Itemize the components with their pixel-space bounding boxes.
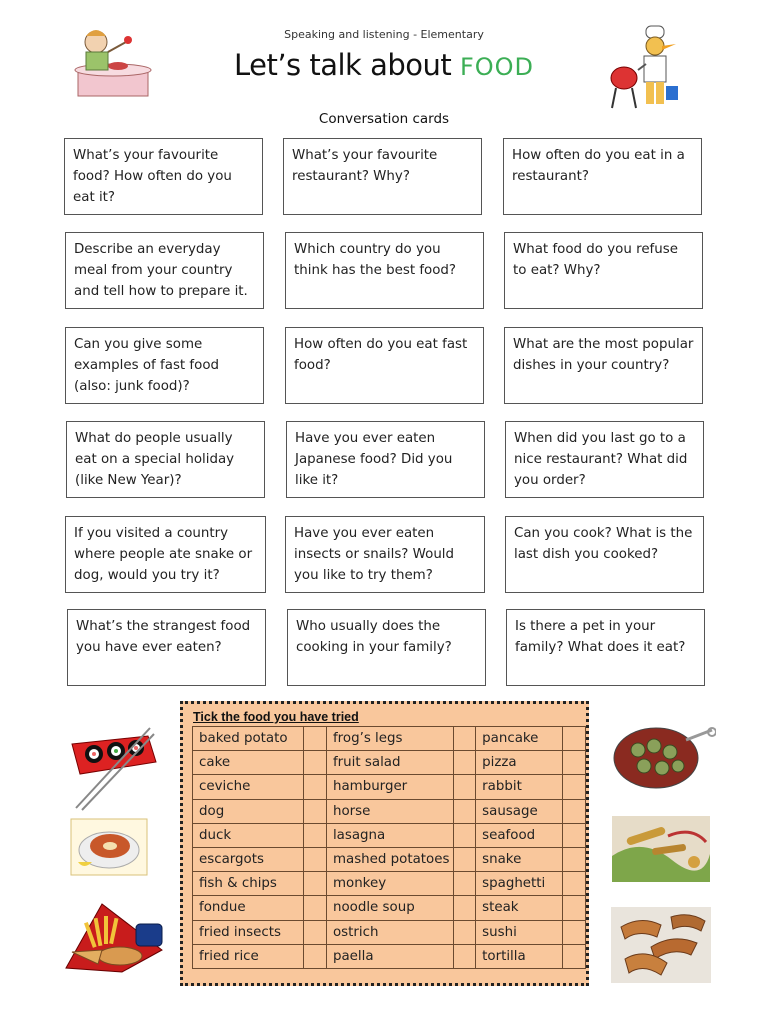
table-row <box>193 751 586 775</box>
fast-food-illustration <box>62 894 170 976</box>
tick-box[interactable] <box>453 775 476 799</box>
conversation-card: What’s your favourite restaurant? Why? <box>283 138 482 215</box>
tick-box[interactable] <box>304 823 327 847</box>
food-item: pizza <box>476 751 563 775</box>
conversation-card: If you visited a country where people ate snake or dog, would you try it? <box>65 516 266 593</box>
food-item: mashed potatoes <box>326 847 453 871</box>
food-item: sushi <box>476 920 563 944</box>
tick-box[interactable] <box>304 872 327 896</box>
food-item: steak <box>476 896 563 920</box>
food-item: spaghetti <box>476 872 563 896</box>
food-item: fondue <box>193 896 304 920</box>
food-item: ostrich <box>326 920 453 944</box>
food-item: paella <box>326 944 453 968</box>
conversation-card: Is there a pet in your family? What does it eat? <box>506 609 705 686</box>
conversation-card: When did you last go to a nice restaurant? What did you order? <box>505 421 704 498</box>
food-item: hamburger <box>326 775 453 799</box>
tick-box[interactable] <box>304 751 327 775</box>
tick-box[interactable] <box>453 944 476 968</box>
food-item: ceviche <box>193 775 304 799</box>
subtitle: Speaking and listening - Elementary <box>284 28 484 41</box>
conversation-card: What’s your favourite food? How often do you eat it? <box>64 138 263 215</box>
food-item: sausage <box>476 799 563 823</box>
conversation-card: What food do you refuse to eat? Why? <box>504 232 703 309</box>
conversation-card: Can you give some examples of fast food (also: junk food)? <box>65 327 264 404</box>
person-eating-illustration <box>68 22 154 102</box>
sushi-illustration <box>68 722 160 812</box>
food-item: noodle soup <box>326 896 453 920</box>
table-row <box>193 920 586 944</box>
conversation-card: What do people usually eat on a special holiday (like New Year)? <box>66 421 265 498</box>
food-item: fried rice <box>193 944 304 968</box>
tick-panel-title: Tick the food you have tried <box>193 710 359 724</box>
conversation-card: Describe an everyday meal from your country and tell how to prepare it. <box>65 232 264 309</box>
fried-insects-photo <box>612 816 710 882</box>
food-item: duck <box>193 823 304 847</box>
conversation-card: How often do you eat in a restaurant? <box>503 138 702 215</box>
food-item: pancake <box>476 727 563 751</box>
table-row <box>193 799 586 823</box>
food-item: escargots <box>193 847 304 871</box>
tick-box[interactable] <box>304 799 327 823</box>
tick-box[interactable] <box>453 847 476 871</box>
conversation-card: Who usually does the cooking in your family? <box>287 609 486 686</box>
conversation-card: Have you ever eaten Japanese food? Did you like it? <box>286 421 485 498</box>
tick-box[interactable] <box>563 896 586 920</box>
tick-box[interactable] <box>563 847 586 871</box>
tick-box[interactable] <box>304 896 327 920</box>
food-item: lasagna <box>326 823 453 847</box>
table-row <box>193 727 586 751</box>
tick-box[interactable] <box>304 847 327 871</box>
table-row <box>193 775 586 799</box>
food-item: seafood <box>476 823 563 847</box>
tick-box[interactable] <box>563 799 586 823</box>
food-item: fish & chips <box>193 872 304 896</box>
frogs-legs-photo <box>611 907 711 983</box>
tick-box[interactable] <box>453 727 476 751</box>
tick-box[interactable] <box>563 944 586 968</box>
conversation-card: What are the most popular dishes in your country? <box>504 327 703 404</box>
tick-box[interactable] <box>304 944 327 968</box>
tick-box[interactable] <box>453 872 476 896</box>
food-item: dog <box>193 799 304 823</box>
tick-box[interactable] <box>453 823 476 847</box>
food-item: rabbit <box>476 775 563 799</box>
table-row <box>193 896 586 920</box>
tick-box[interactable] <box>453 896 476 920</box>
table-row <box>193 823 586 847</box>
food-item: snake <box>476 847 563 871</box>
table-row <box>193 872 586 896</box>
tick-box[interactable] <box>563 727 586 751</box>
food-checklist-table <box>192 726 586 969</box>
tick-box[interactable] <box>563 775 586 799</box>
tick-box[interactable] <box>563 751 586 775</box>
conversation-card: Which country do you think has the best food? <box>285 232 484 309</box>
tick-box[interactable] <box>304 727 327 751</box>
food-item: tortilla <box>476 944 563 968</box>
title-main: Let’s talk about <box>233 48 452 82</box>
section-label: Conversation cards <box>318 111 450 127</box>
title-accent: FOOD <box>459 53 535 81</box>
food-item: horse <box>326 799 453 823</box>
tick-box[interactable] <box>563 872 586 896</box>
food-item: monkey <box>326 872 453 896</box>
tick-box[interactable] <box>453 751 476 775</box>
food-item: baked potato <box>193 727 304 751</box>
table-row <box>193 847 586 871</box>
food-item: fried insects <box>193 920 304 944</box>
tick-food-panel <box>180 701 589 986</box>
tick-box[interactable] <box>563 920 586 944</box>
table-row <box>193 944 586 968</box>
chef-barbecue-illustration <box>608 24 694 112</box>
escargot-illustration <box>608 724 716 792</box>
conversation-card: Have you ever eaten insects or snails? Would you like to try them? <box>285 516 485 593</box>
donut-dish-illustration <box>70 818 148 876</box>
tick-box[interactable] <box>453 920 476 944</box>
tick-box[interactable] <box>453 799 476 823</box>
tick-box[interactable] <box>563 823 586 847</box>
food-item: frog’s legs <box>326 727 453 751</box>
tick-box[interactable] <box>304 920 327 944</box>
conversation-card: Can you cook? What is the last dish you cooked? <box>505 516 704 593</box>
food-item: fruit salad <box>326 751 453 775</box>
conversation-card: What’s the strangest food you have ever eaten? <box>67 609 266 686</box>
food-item: cake <box>193 751 304 775</box>
conversation-card: How often do you eat fast food? <box>285 327 484 404</box>
tick-box[interactable] <box>304 775 327 799</box>
